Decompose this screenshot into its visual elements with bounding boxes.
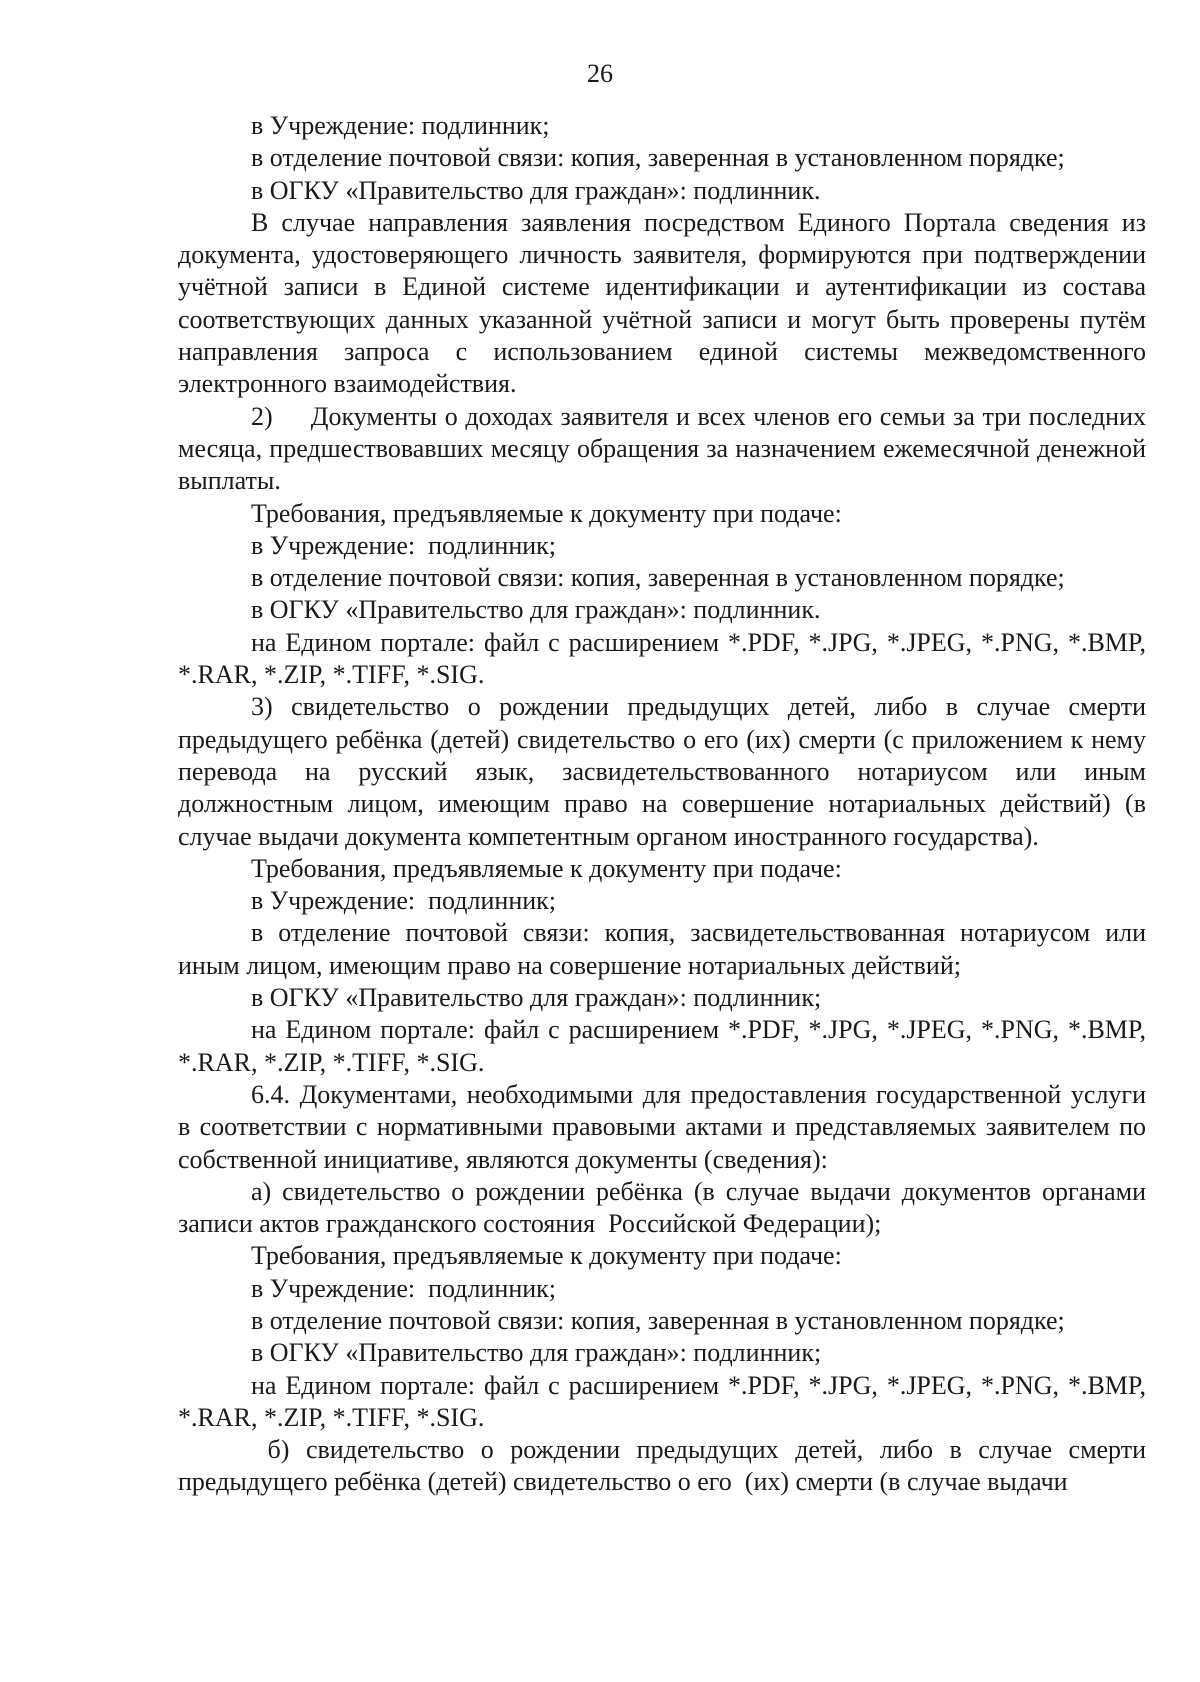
paragraph-12: Требования, предъявляемые к документу при подаче: — [251, 853, 842, 883]
paragraph-16: на Едином портале: файл с расширением *.PDF, *.JPG, *.JPEG, *.PNG, *.BMP, *.RAR, *.ZIP, *.TIFF, *.SIG. — [178, 1015, 1146, 1077]
paragraph-22: в ОГКУ «Правительство для граждан»: подлинник; — [251, 1338, 822, 1368]
paragraph-3: в ОГКУ «Правительство для граждан»: подлинник. — [251, 175, 821, 205]
paragraph-7: в Учреждение: подлинник; — [251, 530, 557, 560]
paragraph-2: в отделение почтовой связи: копия, заверенная в установленном порядке; — [251, 143, 1065, 173]
paragraph-18: а) свидетельство о рождении ребёнка (в случае выдачи документов органами записи актов гражданского состояния Российской Федерации); — [178, 1176, 1153, 1239]
paragraph-1: в Учреждение: подлинник; — [251, 111, 550, 140]
page-number: 26 — [587, 59, 613, 88]
paragraph-4: В случае направления заявления посредством Единого Портала сведения из документа, удостоверяющего личность заявителя, формируются при подтверждении учётной записи в Единой системе идентификации и аутентификации из состава соответствующих данных указанной учётной записи и могут быть проверены путём направления запроса с использованием единой системы межведомственного электронного взаимодействия. — [178, 207, 1146, 399]
paragraph-11: 3) свидетельство о рождении предыдущих детей, либо в случае смерти предыдущего ребёнка (детей) свидетельство о его (их) смерти (с приложением к нему перевода на русский язык, засвидетельствованного нотариусом или иным должностным лицом, имеющим право на совершение нотариальных действий) (в случае выдачи документа компетентным органом иностранного государства). — [178, 692, 1146, 851]
paragraph-23: на Едином портале: файл с расширением *.PDF, *.JPG, *.JPEG, *.PNG, *.BMP, *.RAR, *.ZIP, *.TIFF, *.SIG. — [178, 1370, 1146, 1432]
paragraph-13: в Учреждение: подлинник; — [251, 886, 557, 916]
paragraph-8: в отделение почтовой связи: копия, заверенная в установленном порядке; — [251, 563, 1065, 593]
paragraph-10: на Едином портале: файл с расширением *.PDF, *.JPG, *.JPEG, *.PNG, *.BMP, *.RAR, *.ZIP, *.TIFF, *.SIG. — [178, 627, 1146, 690]
paragraph-6: Требования, предъявляемые к документу при подаче: — [251, 498, 842, 528]
paragraph-14: в отделение почтовой связи: копия, засвидетельствованная нотариусом или иным лицом, имеющим право на совершение нотариальных действий; — [178, 918, 1146, 980]
document-body — [178, 110, 1153, 1499]
paragraph-24: б) свидетельство о рождении предыдущих детей, либо в случае смерти предыдущего ребёнка (детей) свидетельство о его (их) смерти (в случае выдачи — [178, 1435, 1153, 1497]
paragraph-17: 6.4. Документами, необходимыми для предоставления государственной услуги в соответствии с нормативными правовыми актами и представляемых заявителем по собственной инициативе, являются документы (сведения): — [178, 1079, 1146, 1174]
paragraph-5: 2) Документы о доходах заявителя и всех членов его семьи за три последних месяца, предшествовавших месяцу обращения за назначением ежемесячной денежной выплаты. — [178, 401, 1153, 496]
paragraph-9: в ОГКУ «Правительство для граждан»: подлинник. — [251, 595, 821, 625]
paragraph-20: в Учреждение: подлинник; — [251, 1273, 557, 1303]
paragraph-15: в ОГКУ «Правительство для граждан»: подлинник; — [251, 983, 822, 1013]
paragraph-21: в отделение почтовой связи: копия, заверенная в установленном порядке; — [251, 1305, 1065, 1335]
paragraph-19: Требования, предъявляемые к документу при подаче: — [251, 1241, 842, 1271]
